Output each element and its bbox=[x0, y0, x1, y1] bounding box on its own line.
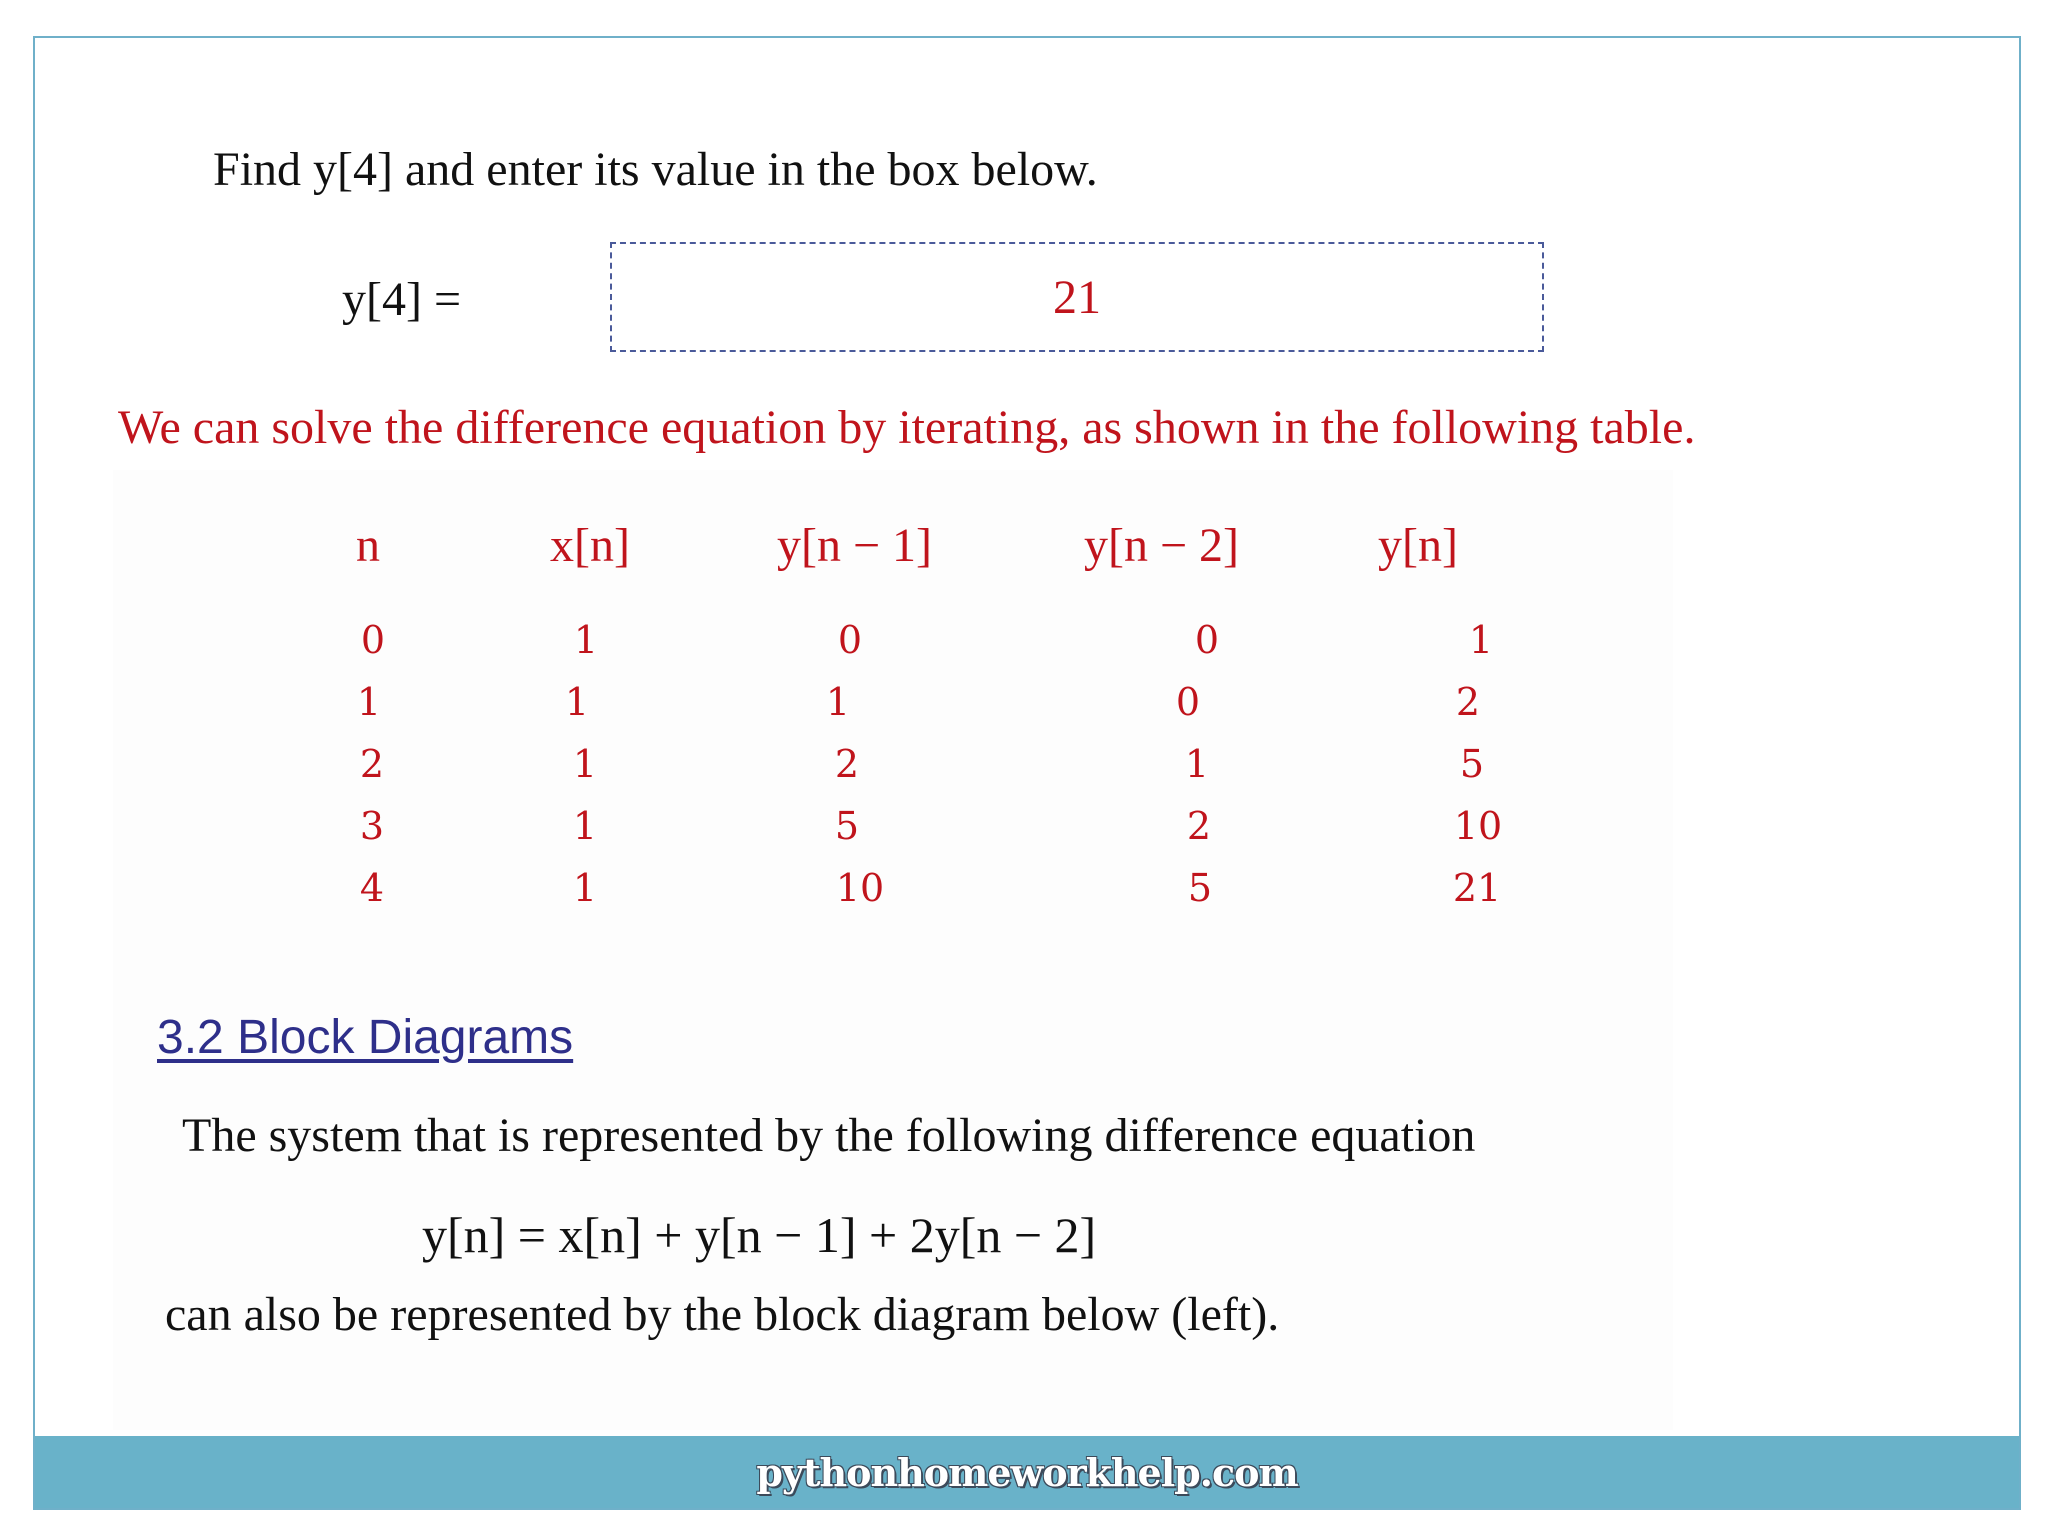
table-cell: 1 bbox=[573, 618, 599, 662]
footer-bar bbox=[35, 1436, 2019, 1508]
header-n: n bbox=[356, 519, 380, 572]
table-cell: 1 bbox=[825, 680, 851, 724]
table-cell: 1 bbox=[572, 742, 598, 786]
table-cell: 21 bbox=[1452, 866, 1502, 910]
table-cell: 0 bbox=[1194, 618, 1220, 662]
table-cell: 1 bbox=[564, 680, 590, 724]
system-description: The system that is represented by the following difference equation bbox=[182, 1109, 1476, 1162]
header-y-n: y[n] bbox=[1378, 519, 1458, 572]
table-cell: 1 bbox=[1468, 618, 1494, 662]
content-background bbox=[113, 470, 1673, 1430]
answer-input-box[interactable] bbox=[610, 242, 1544, 352]
header-y-n-1: y[n − 1] bbox=[777, 519, 933, 572]
answer-value: 21 bbox=[1053, 270, 1101, 324]
table-cell: 1 bbox=[572, 804, 598, 848]
question-prompt: Find y[4] and enter its value in the box below. bbox=[213, 143, 1098, 196]
table-cell: 2 bbox=[359, 742, 385, 786]
header-x-n: x[n] bbox=[550, 519, 630, 572]
table-cell: 4 bbox=[359, 866, 385, 910]
table-cell: 5 bbox=[1459, 742, 1485, 786]
table-cell: 10 bbox=[1453, 804, 1503, 848]
block-diagram-note: can also be represented by the block diagram below (left). bbox=[165, 1288, 1280, 1341]
explanation-text: We can solve the difference equation by iterating, as shown in the following table. bbox=[118, 401, 1696, 454]
footer-brand-text: pythonhomeworkhelp.com bbox=[756, 1449, 1298, 1495]
table-cell: 0 bbox=[360, 618, 386, 662]
table-cell: 10 bbox=[835, 866, 885, 910]
table-cell: 0 bbox=[1175, 680, 1201, 724]
table-cell: 5 bbox=[1187, 866, 1213, 910]
table-cell: 1 bbox=[1184, 742, 1210, 786]
table-cell: 2 bbox=[1186, 804, 1212, 848]
difference-equation: y[n] = x[n] + y[n − 1] + 2y[n − 2] bbox=[422, 1207, 1097, 1263]
table-cell: 5 bbox=[834, 804, 860, 848]
table-cell: 2 bbox=[834, 742, 860, 786]
table-cell: 1 bbox=[572, 866, 598, 910]
table-cell: 2 bbox=[1455, 680, 1481, 724]
header-y-n-2: y[n − 2] bbox=[1084, 519, 1240, 572]
table-cell: 0 bbox=[837, 618, 863, 662]
table-cell: 3 bbox=[359, 804, 385, 848]
answer-label: y[4] = bbox=[342, 273, 462, 326]
section-heading-link[interactable]: 3.2 Block Diagrams bbox=[157, 1011, 574, 1064]
table-cell: 1 bbox=[356, 680, 382, 724]
